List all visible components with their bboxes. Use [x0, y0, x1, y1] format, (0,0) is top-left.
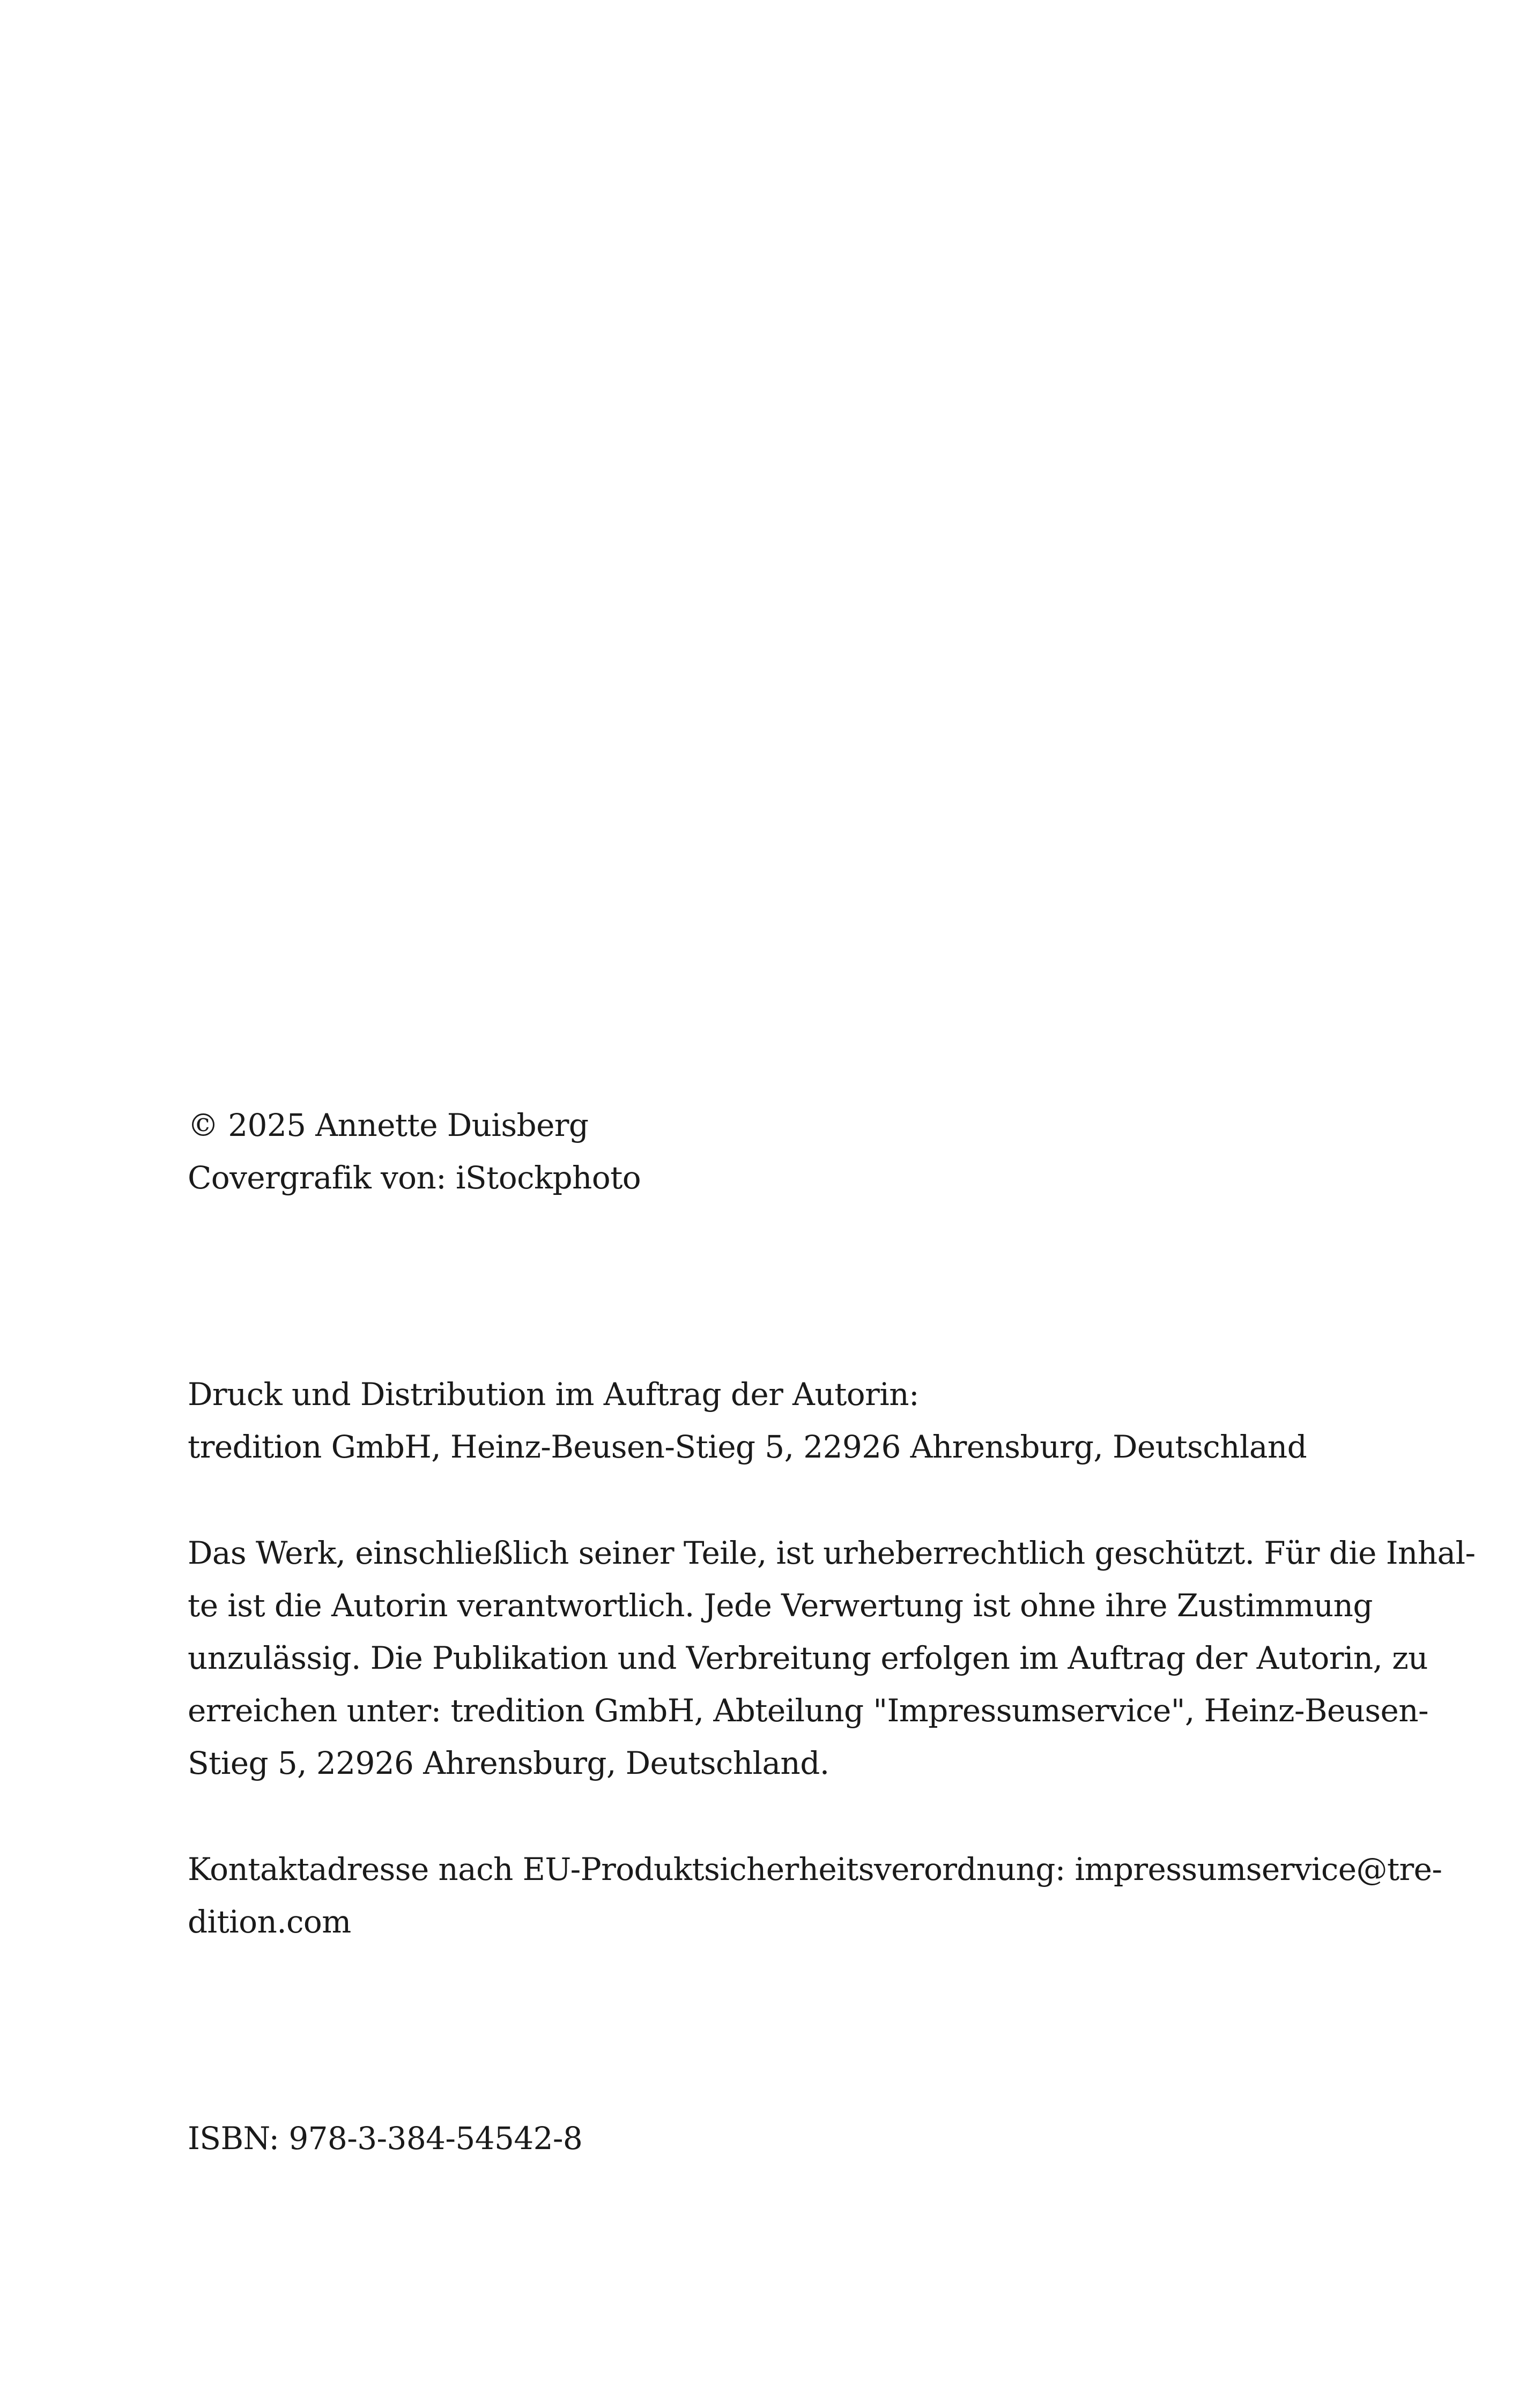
copyright-line: © 2025 Annette Duisberg — [188, 1107, 589, 1143]
printing-distribution-block — [188, 1368, 1319, 1473]
contact-address-paragraph — [188, 1843, 1442, 1948]
legal-notice-line: te ist die Autorin verantwortlich. Jede Verwertung ist ohne ihre Zustimmung — [188, 1587, 1373, 1624]
legal-notice-line: unzulässig. Die Publikation und Verbreitung erfolgen im Auftrag der Autorin, zu — [188, 1640, 1428, 1676]
legal-notice-line: Das Werk, einschließlich seiner Teile, ist urheberrechtlich geschützt. Für die Inhal- — [188, 1535, 1476, 1571]
cover-credit-line: Covergrafik von: iStockphoto — [188, 1160, 641, 1196]
isbn-line: ISBN: 978-3-384-54542-8 — [188, 2120, 583, 2157]
contact-address-line: Kontaktadresse nach EU-Produktsicherheitsverordnung: impressumservice@tre- — [188, 1851, 1442, 1887]
legal-notice-line: erreichen unter: tredition GmbH, Abteilung "Impressumservice", Heinz-Beusen- — [188, 1692, 1429, 1729]
legal-notice-line: Stieg 5, 22926 Ahrensburg, Deutschland. — [188, 1745, 829, 1781]
copyright-block — [188, 1099, 1319, 1204]
printing-heading-line: Druck und Distribution im Auftrag der Autorin: — [188, 1376, 919, 1413]
publisher-address-line: tredition GmbH, Heinz-Beusen-Stieg 5, 22926 Ahrensburg, Deutschland — [188, 1429, 1307, 1465]
isbn-block — [188, 2112, 1319, 2165]
contact-address-line: dition.com — [188, 1904, 351, 1940]
legal-notice-paragraph — [188, 1527, 1476, 1789]
